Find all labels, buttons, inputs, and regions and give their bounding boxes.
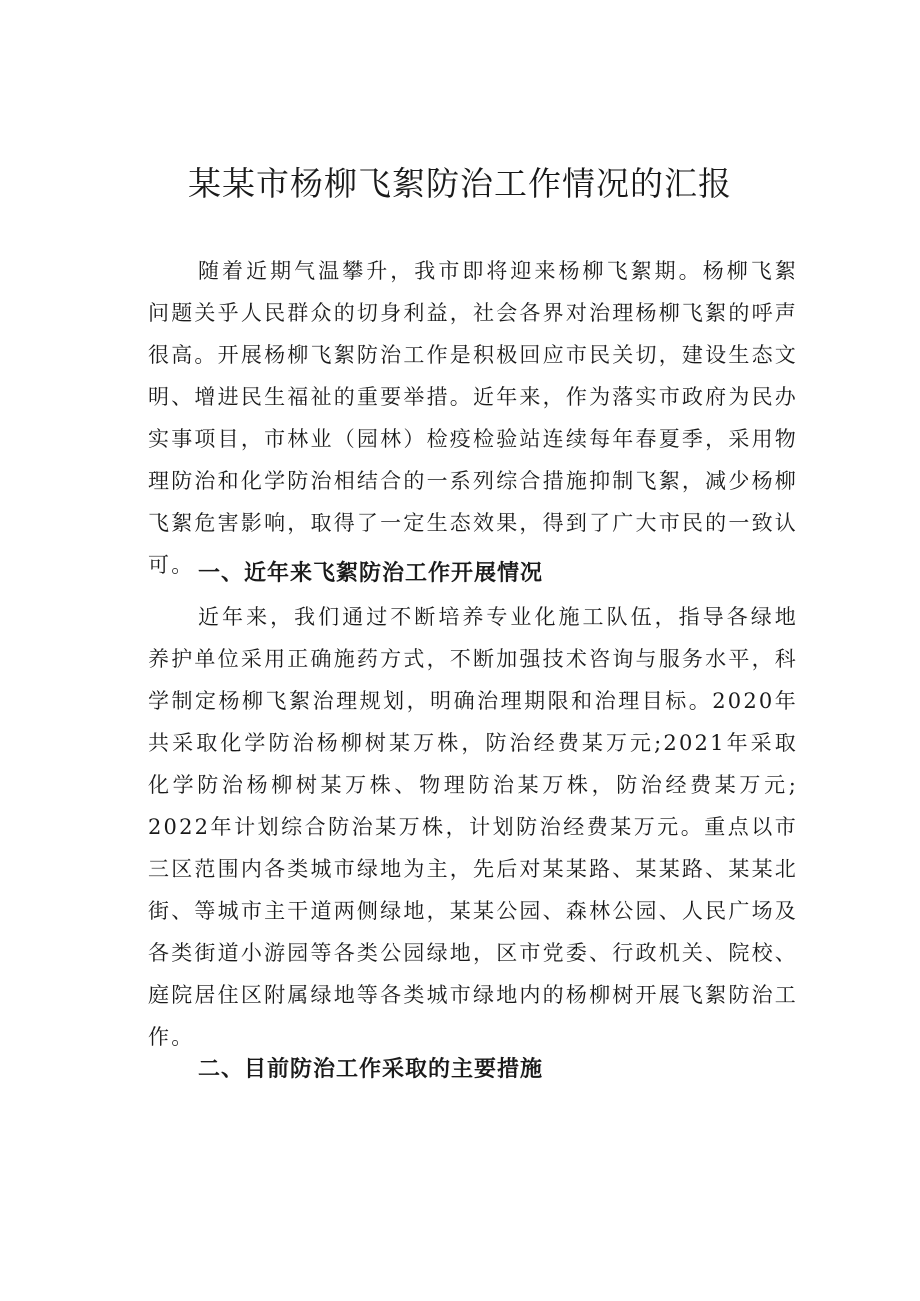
section-heading-2: 二、目前防治工作采取的主要措施 xyxy=(198,1057,544,1082)
document-title: 某某市杨柳飞絮防治工作情况的汇报 xyxy=(188,164,732,203)
section-heading-1: 一、近年来飞絮防治工作开展情况 xyxy=(198,561,544,586)
intro-paragraph: 随着近期气温攀升，我市即将迎来杨柳飞絮期。杨柳飞絮问题关乎人民群众的切身利益，社会各界对治理杨柳飞絮的呼声很高。开展杨柳飞絮防治工作是积极回应市民关切，建设生态文明、增进民生福祉的重要举措。近年来，作为落实市政府为民办实事项目，市林业（园林）检疫检验站连续每年春夏季，采用物理防治和化学防治相结合的一系列综合措施抑制飞絮，减少杨柳飞絮危害影响，取得了一定生态效果，得到了广大市民的一致认可。 xyxy=(148,259,798,577)
section-paragraph-1: 近年来，我们通过不断培养专业化施工队伍，指导各绿地养护单位采用正确施药方式，不断加强技术咨询与服务水平，科学制定杨柳飞絮治理规划，明确治理期限和治理目标。2020年共采取化学防治杨柳树某万株，防治经费某万元;2021年采取化学防治杨柳树某万株、物理防治某万株，防治经费某万元; 2022年计划综合防治某万株，计划防治经费某万元。重点以市三区范围内各类城市绿地为主，先后对某某路、某某路、某某北街、等城市主干道两侧绿地，某某公园、森林公园、人民广场及各类街道小游园等各类公园绿地，区市党委、行政机关、院校、庭院居住区附属绿地等各类城市绿地内的杨柳树开展飞絮防治工作。 xyxy=(148,605,798,1049)
